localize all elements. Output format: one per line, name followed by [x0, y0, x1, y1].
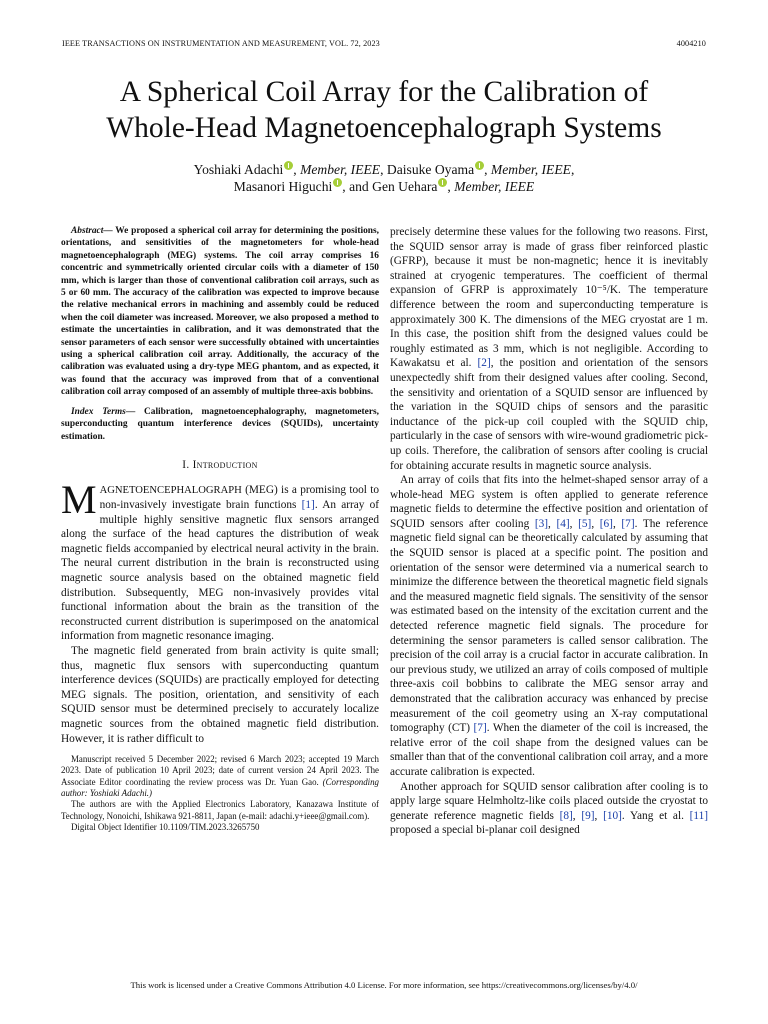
license-notice: This work is licensed under a Creative Commons Attribution 4.0 License. For more information, see https://creativecommons.org/licenses/by/4.0/ — [130, 980, 638, 990]
running-head — [62, 39, 706, 48]
citation-link[interactable]: [11] — [689, 809, 709, 822]
citation-separator: , — [594, 809, 604, 822]
citation-link[interactable]: [1] — [301, 499, 315, 512]
author-name: Masanori Higuchi — [233, 179, 333, 194]
intro-paragraph — [61, 476, 379, 645]
paragraph-text: , the position and orientation of the sensors unexpectedly shift from their designed values after cooling. Second, the sensitivity and orientation of a SQUID sensor are influenced by the variation in the SQUID chips of sensors and the parasitic inductance of the pick-up coil coupled with the SQUID chip, particularly in the case of sensors with wire-wound gradiometric pick-up coils. Therefore, the calibration of sensors after cooling is crucial for obtaining accurate results in magnetic source analysis. — [390, 357, 708, 472]
footnote-text: Manuscript received 5 December 2022; revised 6 March 2023; accepted 19 March 2023. Date of publication 10 April 2023; date of current version 24 April 2023. The Associate Editor coordinating the review process was Dr. Yuan Gao. — [61, 754, 379, 787]
citation-link[interactable]: [7] — [473, 722, 487, 735]
footnote-received — [61, 754, 379, 799]
citation-separator: , — [548, 517, 557, 530]
paragraph-text: . The reference magnetic field signal can be theoretically calculated by assuming that the SQUID sensor is placed at a specific point. The position and orientation of the sensor were determined via a numerical search to minimize the difference between the theoretical magnetic field signals and the measured magnetic field signals. The sensitivity of the sensor was estimated based on the intensity of the excitation current and the detected reference magnetic field signals. The procedure for determining the sensor parameters is called sensor calibration. The precision of the coil array is a crucial factor in accurate calibration. In our previous study, we utilized an array of coils composed of multiple three-axis coil bobbins to calibrate the MEG sensor array and demonstrated that the calibration accuracy was enhanced by precise measurement of the coil geometry using an X-ray computational tomography (CT) — [390, 517, 709, 735]
paper-title — [40, 74, 728, 146]
author-membership: Member, IEEE — [300, 162, 381, 177]
section-heading — [61, 458, 379, 473]
paragraph-text: (MEG) is a promising tool to non-invasively investigate brain functions — [99, 483, 379, 512]
paragraph-text: . An array of multiple highly sensitive magnetic flux sensors arranged along the surface of the head captures the distribution of weak magnetic fields accompanied by electrical neural activity in the brain. The neural current distribution in the brain is reconstructed using magnetic source analysis based on the obtained magnetic field distribution. Subsequently, MEG non-invasively provides vital functional information about the brain as the transition of the reconstructed current distribution is superimposed on the anatomical information from magnetic resonance imaging. — [61, 499, 379, 643]
section-title: Introduction — [192, 458, 258, 471]
paragraph-text: . When the diameter of the coil is increased, the relative error of the coil shape from the designed values can be smaller than that of the conventional calibration coil array, and a more accurate calibration is expected. — [390, 722, 708, 778]
orcid-icon[interactable] — [333, 178, 342, 187]
citation-separator: , — [569, 517, 579, 530]
orcid-icon[interactable] — [438, 178, 447, 187]
abstract-text: — We proposed a spherical coil array for determining the positions, orientations, and sensitivities of the magnetometers for whole-head magnetoencephalograph (MEG) systems. The coil array comprises 16 concentric and symmetrically oriented circular coils with a diameter of 150 mm, which is larger than those of conventional calibration coil arrays, such as 5 or 60 mm. The accuracy of the calibration was expected to improve because the relative mechanical errors in machining and assembly could be reduced when the coil diameter was increased. Moreover, we also proposed a method to estimate the uncertainties in calibration, and it was demonstrated that the sensor parameters of each sensor were successfully obtained with uncertainties using a spherical calibration coil array. Additionally, the accuracy of the calibration was evaluated using a dry-type MEG phantom, and as expected, it was found that the accuracy was improved from that of a conventional calibration coil array composed of an assembly of multiple three-axis bobbins. — [61, 226, 379, 398]
index-terms-lead: Index Terms — [71, 406, 126, 417]
body-paragraph — [390, 473, 708, 779]
citation-separator: , — [612, 517, 622, 530]
right-column — [390, 225, 708, 838]
citation-link[interactable]: [9] — [581, 809, 595, 822]
author-name: Gen Uehara — [372, 179, 438, 194]
abstract-lead: Abstract — [71, 226, 104, 236]
body-paragraph — [390, 225, 708, 473]
intro-paragraph: The magnetic field generated from brain activity is quite small; thus, magnetic flux sensors with superconducting quantum interference devices (SQUIDs) are practically employed for detecting MEG signals. The position, orientation, and sensitivity of each SQUID sensor must be determined precisely to accurately localize magnetic sources from the obtained magnetic field distribution. However, it is rather difficult to — [61, 645, 379, 745]
citation-separator: , — [591, 517, 600, 530]
author-name: Daisuke Oyama — [386, 162, 475, 177]
citation-link[interactable]: [3] — [534, 517, 549, 530]
abstract — [61, 225, 379, 399]
citation-link[interactable]: [8] — [559, 809, 573, 822]
paper-title-line-2: Whole-Head Magnetoencephalograph Systems — [106, 112, 662, 144]
citation-link[interactable]: [2] — [477, 357, 491, 370]
index-terms-text: — Calibration, magnetoencephalography, magnetometers, superconducting quantum interference devices (SQUIDs), uncertainty estimation. — [61, 406, 379, 442]
body-paragraph — [390, 780, 708, 838]
citation-link[interactable]: [6] — [599, 517, 613, 530]
footnote-affiliation: The authors are with the Applied Electronics Laboratory, Kanazawa Institute of Technology, Nonoichi, Ishikawa 921-8811, Japan (e-mail: adachi.y+ieee@gmail.com). — [61, 799, 379, 821]
index-terms — [61, 406, 379, 443]
paragraph-text: . Yang et al. — [621, 809, 690, 822]
paragraph-text: proposed a special bi-planar coil designed — [390, 824, 580, 837]
citation-link[interactable]: [4] — [556, 517, 570, 530]
citation-link[interactable]: [10] — [603, 809, 622, 822]
author-list — [40, 161, 728, 195]
journal-name: IEEE TRANSACTIONS ON INSTRUMENTATION AND MEASUREMENT, VOL. 72, 2023 — [62, 39, 380, 48]
corresponding-author: (Corresponding author: Yoshiaki Adachi.) — [61, 776, 379, 799]
citation-separator: , — [572, 809, 582, 822]
author-name: Yoshiaki Adachi — [193, 162, 284, 177]
drop-cap: M — [61, 476, 97, 522]
orcid-icon[interactable] — [475, 161, 484, 170]
paper-title-line-1: A Spherical Coil Array for the Calibration of — [119, 76, 649, 108]
citation-link[interactable]: [7] — [621, 517, 635, 530]
author-separator: , and — [342, 179, 373, 194]
footnotes — [61, 754, 379, 833]
paragraph-text: Another approach for SQUID sensor calibration after cooling is to apply large square Helmholtz-like coils placed outside the cryostat to generate reference magnetic fields — [390, 780, 708, 822]
citation-link[interactable]: [5] — [578, 517, 592, 530]
small-caps-run: AGNETOENCEPHALOGRAPH — [99, 484, 242, 496]
paragraph-text: precisely determine these values for the following two reasons. First, the SQUID sensor array is made of grass fiber reinforced plastic (GFRP), because it must be non-magnetic; hence it is inevitably strained at cryogenic temperatures. The coefficient of thermal expansion of GFRP is approximately 10⁻⁵/K. The temperature difference between the room and superconducting temperature is approximately 300 K. The dimensions of the MEG cryostat are 1 m. In this case, the position shift from the designed values could be roughly estimated as 3 mm, which is not negligible. According to Kawakatsu et al. — [390, 226, 708, 370]
author-line-2: Masanori Higuchi , and Gen Uehara , Member, IEEE — [233, 179, 535, 194]
paragraph-text: An array of coils that fits into the helmet-shaped sensor array of a whole-head MEG system is often applied to generate reference magnetic fields to determine the effective position and orientation of SQUID sensors after cooling — [390, 474, 708, 530]
footnote-doi: Digital Object Identifier 10.1109/TIM.2023.3265750 — [71, 821, 260, 832]
author-membership: Member, IEEE — [490, 162, 571, 177]
section-numeral: I. — [182, 458, 193, 471]
article-number: 4004210 — [676, 39, 706, 48]
author-membership: Member, IEEE — [454, 179, 535, 194]
orcid-icon[interactable] — [284, 161, 293, 170]
left-column — [61, 225, 379, 833]
author-line-1: Yoshiaki Adachi , Member, IEEE, Daisuke Oyama , Member, IEEE, — [193, 162, 575, 177]
